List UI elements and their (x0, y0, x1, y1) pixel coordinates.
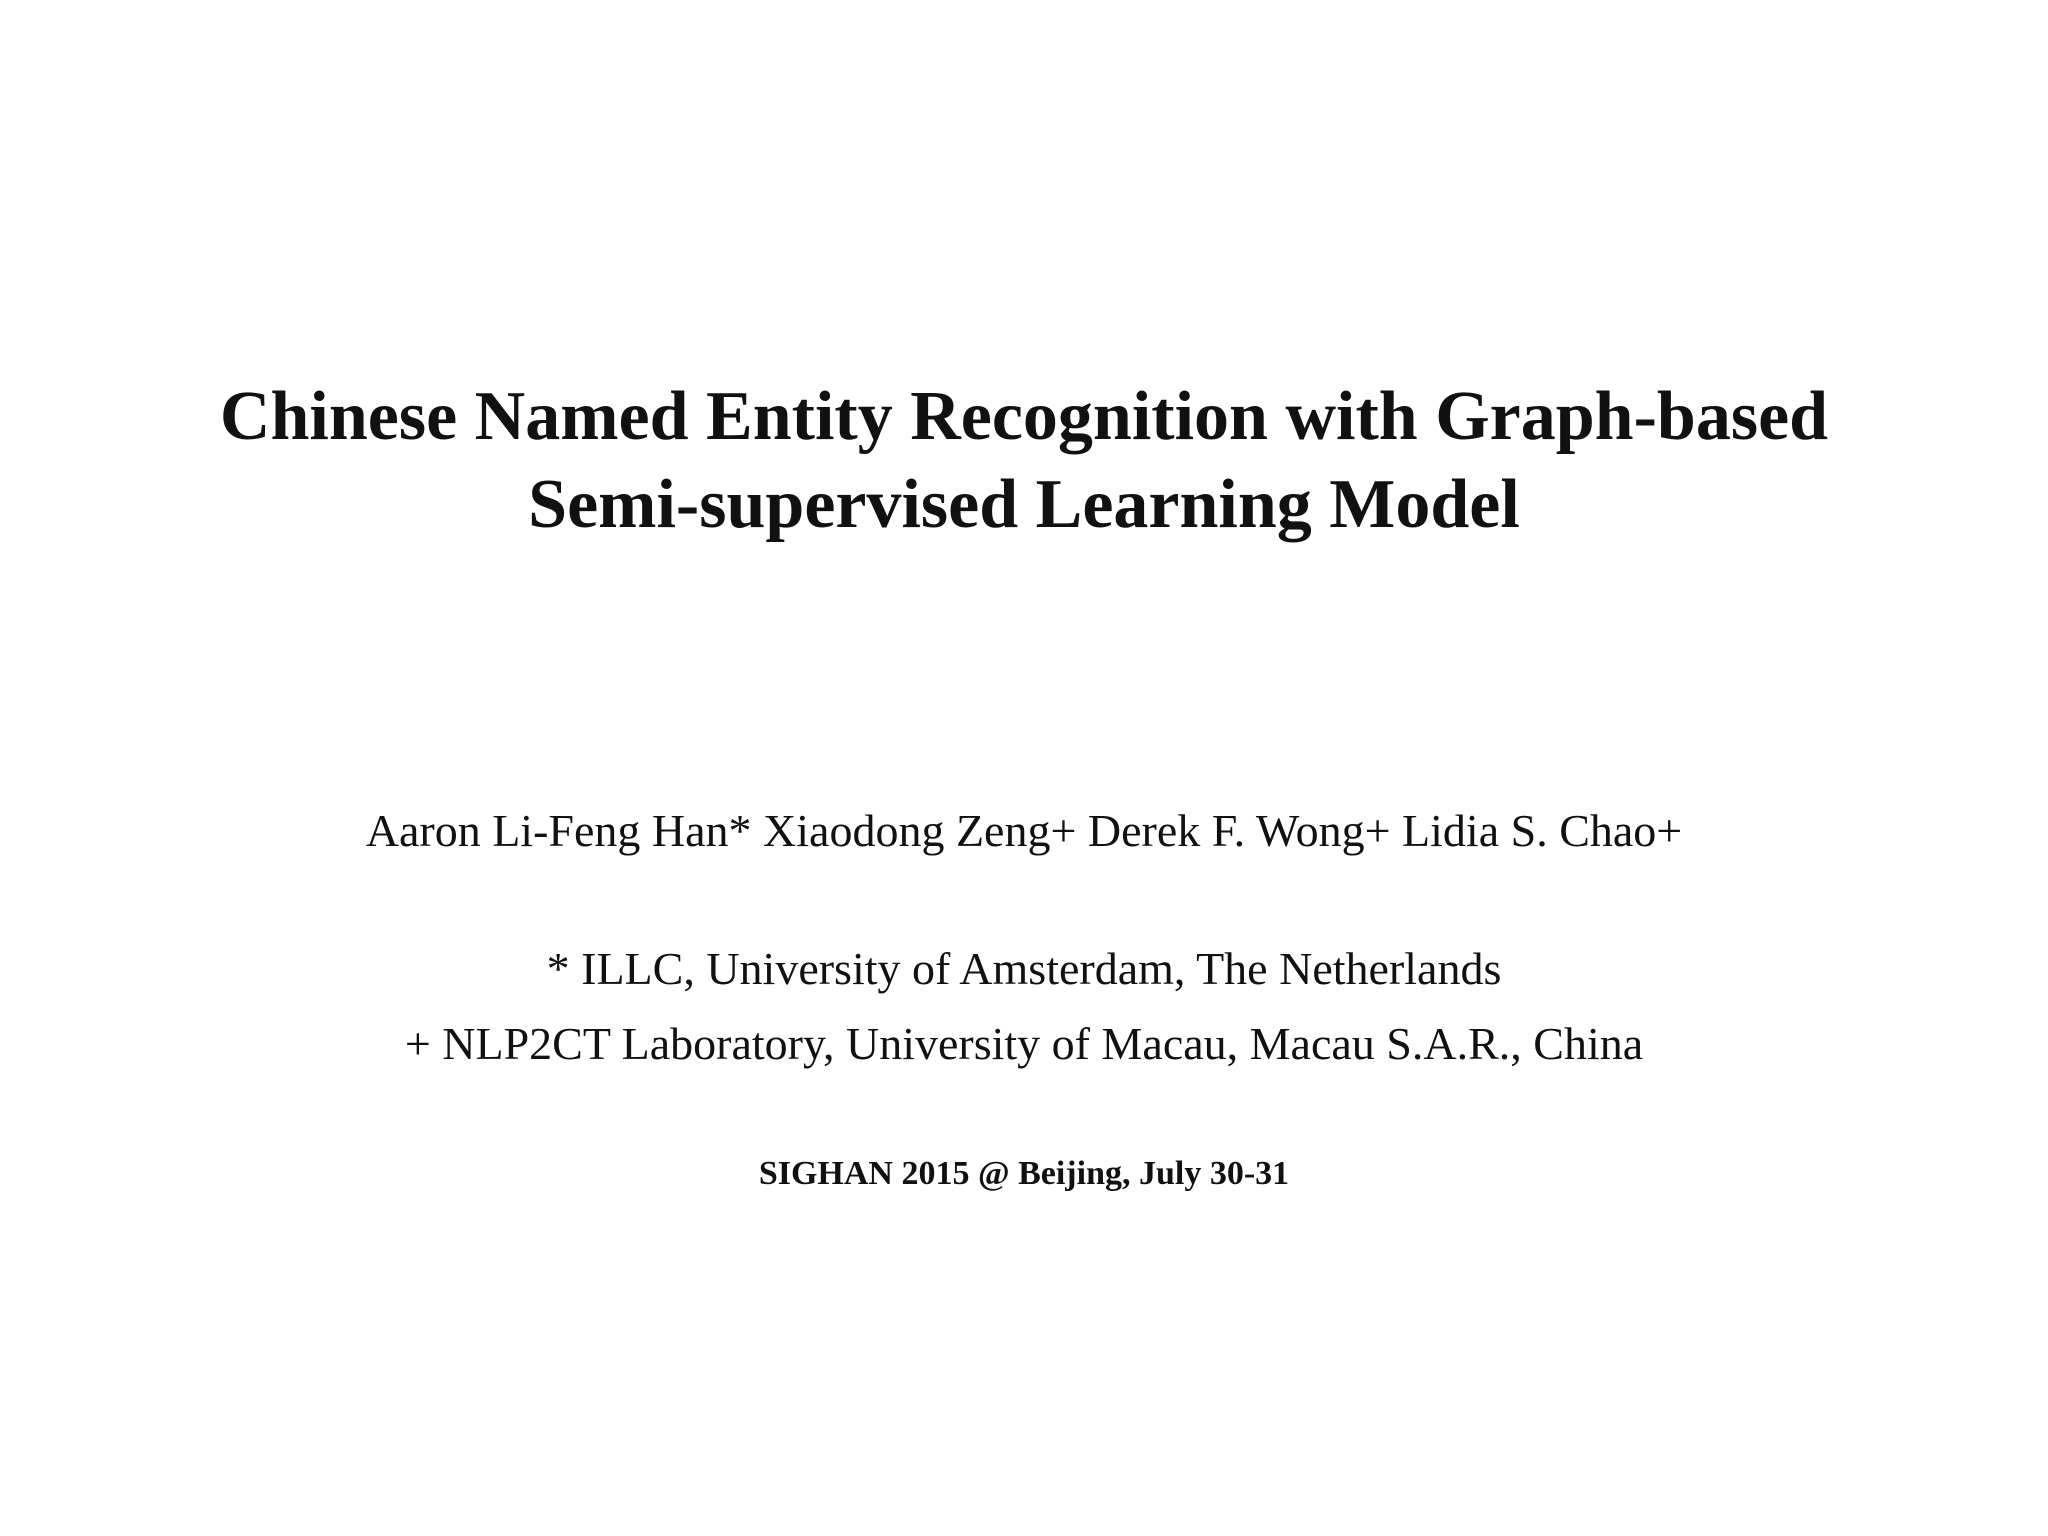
affiliation-nlp2ct: + NLP2CT Laboratory, University of Macau, Macau S.A.R., China (404, 1018, 1644, 1069)
slide-title-line-1: Chinese Named Entity Recognition with Graph-based (219, 378, 1829, 455)
author-list: Aaron Li-Feng Han* Xiaodong Zeng+ Derek F. Wong+ Lidia S. Chao+ (365, 805, 1683, 856)
affiliation-illc: * ILLC, University of Amsterdam, The Netherlands (546, 943, 1502, 994)
venue-date: SIGHAN 2015 @ Beijing, July 30-31 (758, 1155, 1290, 1192)
slide-title-line-2: Semi-supervised Learning Model (528, 466, 1520, 543)
